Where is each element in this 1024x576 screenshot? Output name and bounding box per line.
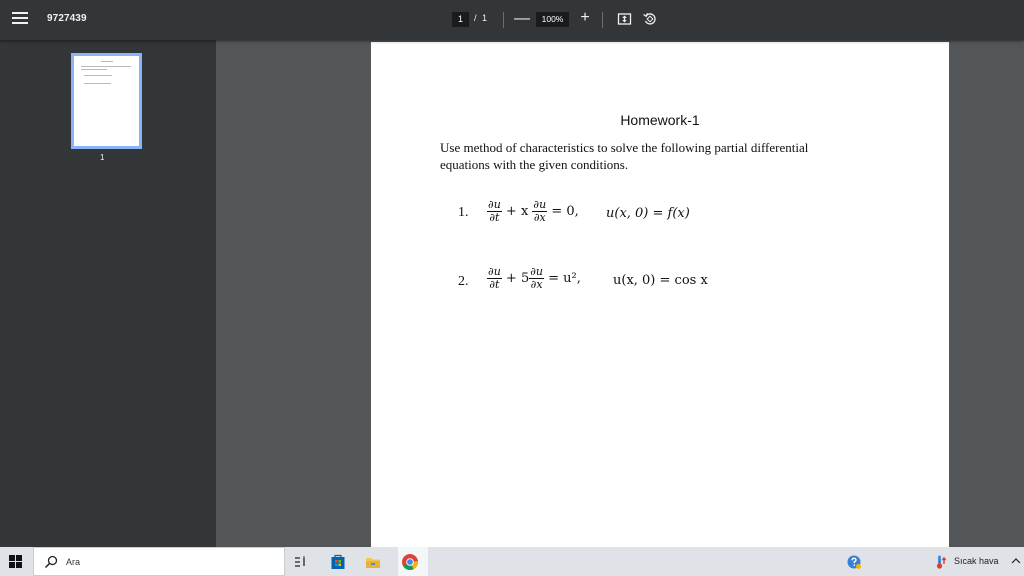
fraction: $\frac{\partial u}{\partial x}$	[533, 198, 547, 224]
search-placeholder: Ara	[66, 557, 81, 567]
toolbar-divider	[602, 12, 603, 28]
fraction: $\frac{\partial u}{\partial t}$	[488, 198, 501, 224]
equation-number: 2.	[458, 274, 469, 289]
initial-condition-2: u(x, 0) = cos x	[613, 273, 708, 288]
menu-icon[interactable]	[12, 12, 28, 26]
page-separator: /	[474, 13, 477, 23]
rotate-icon[interactable]	[642, 11, 658, 27]
chevron-up-icon[interactable]	[1010, 554, 1022, 568]
task-view-icon[interactable]	[292, 553, 310, 571]
thumbnail-page-number: 1	[100, 153, 105, 162]
initial-condition-1: u(x, 0) = f(x)	[606, 206, 690, 221]
equation-number: 1.	[458, 205, 469, 220]
page-thumbnail[interactable]	[71, 53, 142, 149]
page-number-input[interactable]: 1	[452, 12, 469, 27]
windows-start-icon[interactable]	[9, 555, 22, 568]
homework-title: Homework-1	[620, 112, 700, 128]
pdf-page	[371, 42, 949, 547]
file-explorer-icon[interactable]	[364, 553, 382, 571]
fraction: $\frac{\partial u}{\partial t}$	[488, 265, 501, 291]
equation-2: $\frac{\partial u}{\partial t}$ + 5 $\frac{\partial u}{\partial x}$ = u²,	[488, 265, 581, 291]
taskbar-search-input[interactable]	[33, 547, 285, 576]
fraction: $\frac{\partial u}{\partial x}$	[530, 265, 543, 291]
zoom-in-button[interactable]: +	[580, 9, 590, 26]
weather-thermometer-icon[interactable]	[933, 554, 949, 570]
taskbar	[0, 547, 1024, 576]
chrome-icon[interactable]	[401, 553, 419, 571]
document-title: 9727439	[47, 13, 87, 24]
thumbnail-sidebar	[0, 40, 216, 547]
search-icon	[44, 555, 58, 569]
equation-1: $\frac{\partial u}{\partial t}$ + x $\frac{\partial u}{\partial x}$ = 0,	[488, 198, 579, 224]
page-total: 1	[482, 13, 488, 23]
zoom-out-button[interactable]: —	[514, 10, 530, 27]
zoom-level-input[interactable]: 100%	[536, 12, 569, 27]
microsoft-store-icon[interactable]	[329, 553, 347, 571]
toolbar-divider	[503, 12, 504, 28]
help-badge-icon[interactable]	[846, 554, 862, 570]
problem-instructions: Use method of characteristics to solve the following partial differential equations with the given conditions.	[440, 140, 809, 172]
pdf-toolbar	[0, 0, 1024, 40]
fit-to-page-icon[interactable]	[617, 11, 633, 27]
weather-label[interactable]: Sıcak hava	[954, 556, 999, 566]
